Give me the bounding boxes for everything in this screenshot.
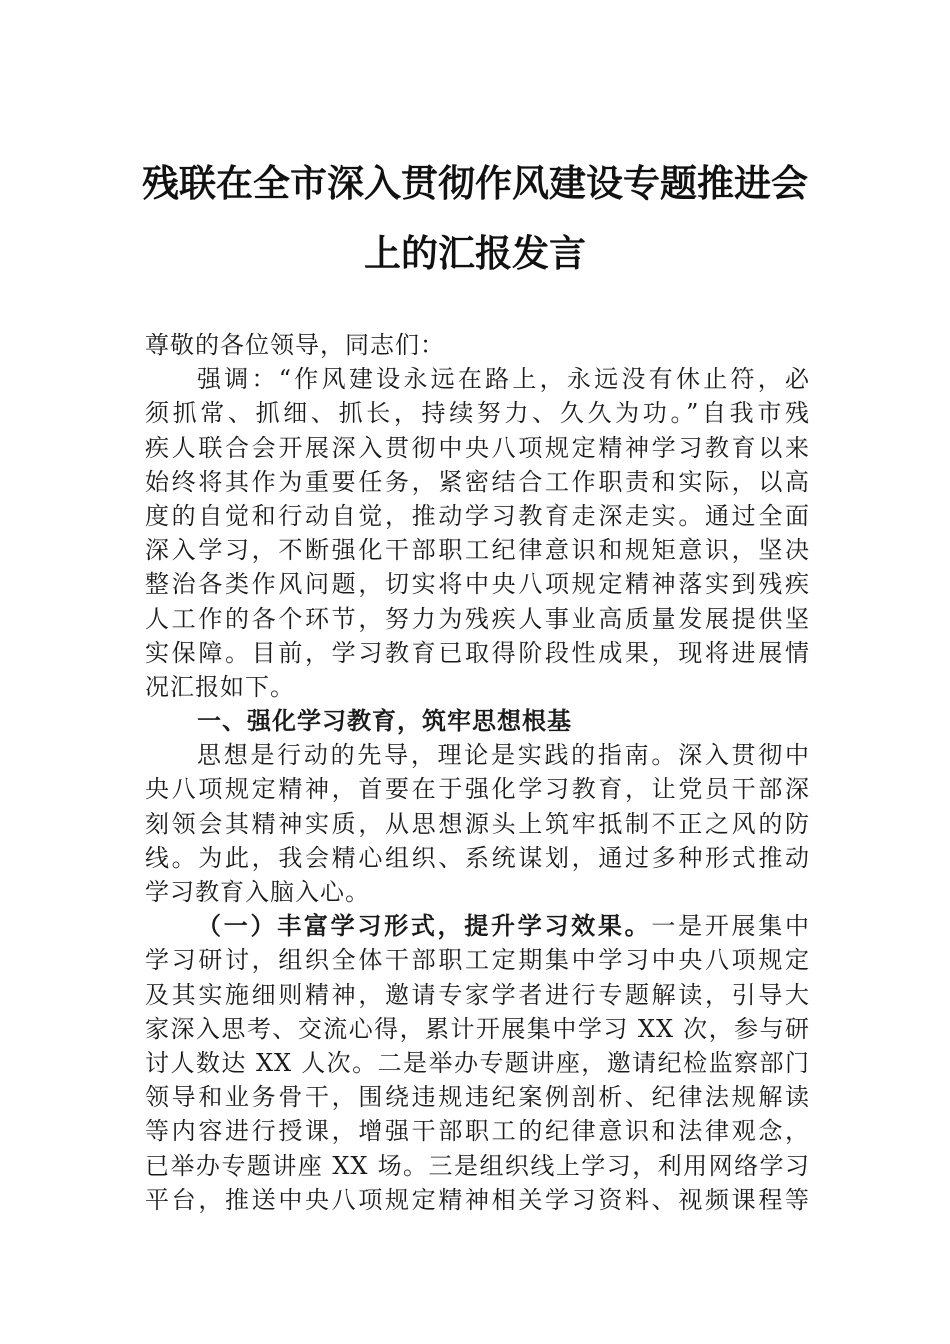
paragraph-text: 一是开展集中: [651, 912, 811, 941]
paragraph-line: 整治各类作风问题，切实将中央八项规定精神落实到残疾: [145, 570, 810, 599]
paragraph-line: 学习研讨，组织全体干部职工定期集中学习中央八项规定: [145, 946, 810, 975]
paragraph-line: 人工作的各个环节，努力为残疾人事业高质量发展提供坚: [145, 604, 810, 633]
paragraph-line: 深入学习，不断强化干部职工纪律意识和规矩意识，坚决: [145, 536, 810, 565]
document-body: [145, 328, 810, 1217]
paragraph-line: 思想是行动的先导，理论是实践的指南。深入贯彻中: [197, 741, 810, 770]
document-title-line-1: 残联在全市深入贯彻作风建设专题推进会: [142, 161, 808, 205]
paragraph-line: 及其实施细则精神，邀请专家学者进行专题解读，引导大: [145, 980, 810, 1009]
paragraph-line: 线。为此，我会精心组织、系统谋划，通过多种形式推动: [145, 843, 810, 872]
paragraph-line: 平台，推送中央八项规定精神相关学习资料、视频课程等: [145, 1185, 810, 1214]
subheading: （一）丰富学习形式，提升学习效果。: [197, 911, 652, 941]
paragraph-line: 度的自觉和行动自觉，推动学习教育走深走实。通过全面: [145, 501, 810, 530]
paragraph-line: 始终将其作为重要任务，紧密结合工作职责和实际，以高: [145, 467, 810, 496]
document-title-line-2: 上的汇报发言: [364, 231, 586, 275]
paragraph-line: 领导和业务骨干，围绕违规违纪案例剖析、纪律法规解读: [145, 1083, 810, 1112]
salutation: 尊敬的各位领导，同志们：: [145, 331, 445, 359]
paragraph-line: 等内容进行授课，增强干部职工的纪律意识和法律观念，: [145, 1117, 810, 1146]
paragraph-line: 刻领会其精神实质，从思想源头上筑牢抵制不正之风的防: [145, 809, 810, 838]
paragraph-line: 实保障。目前，学习教育已取得阶段性成果，现将进展情: [145, 638, 810, 667]
paragraph-line: 家深入思考、交流心得，累计开展集中学习 XX 次，参与研: [145, 1014, 810, 1043]
paragraph-line: 强调：“作风建设永远在路上，永远没有休止符，必: [197, 365, 810, 394]
paragraph-line: 央八项规定精神，首要在于强化学习教育，让党员干部深: [145, 775, 810, 804]
section-heading: 一、强化学习教育，筑牢思想根基: [197, 706, 572, 736]
paragraph-line: 讨人数达 XX 人次。二是举办专题讲座，邀请纪检监察部门: [145, 1048, 810, 1077]
paragraph-line: 况汇报如下。: [145, 672, 295, 701]
subheading-line: [145, 909, 810, 943]
paragraph-line: 须抓常、抓细、抓长，持续努力、久久为功。”自我市残: [145, 399, 810, 428]
paragraph-line: 学习教育入脑入心。: [145, 878, 370, 906]
paragraph-line: 已举办专题讲座 XX 场。三是组织线上学习，利用网络学习: [145, 1151, 810, 1180]
paragraph-line: 疾人联合会开展深入贯彻中央八项规定精神学习教育以来: [145, 433, 810, 462]
